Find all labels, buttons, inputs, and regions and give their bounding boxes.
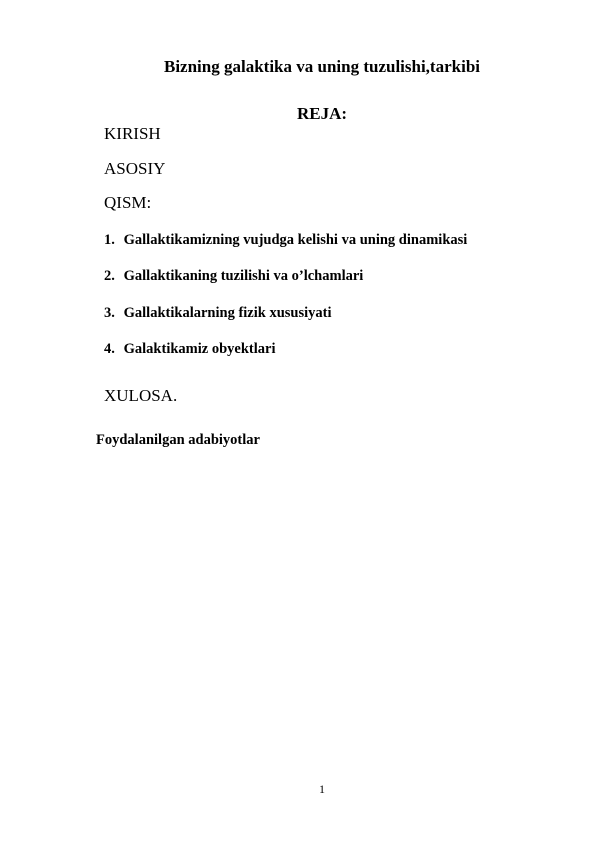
list-item: [104, 305, 332, 322]
list-item-number: 3.: [104, 305, 115, 321]
section-qism: QISM:: [104, 193, 152, 212]
list-item-text: Gallaktikaning tuzilishi va o’lchamlari: [123, 268, 364, 284]
list-item-text: Gallaktikalarning fizik xususiyati: [123, 305, 332, 321]
plan-heading: REJA:: [296, 104, 348, 123]
list-item-text: Galaktikamiz obyektlari: [123, 341, 276, 357]
list-item-number: 4.: [104, 341, 115, 357]
section-asosiy: ASOSIY: [104, 159, 166, 178]
list-item-text: Gallaktikamizning vujudga kelishi va uning dinamikasi: [123, 232, 468, 248]
list-item: [104, 232, 467, 249]
section-conclusion: XULOSA.: [104, 386, 178, 405]
list-item-number: 1.: [104, 232, 115, 248]
references-heading: Foydalanilgan adabiyotlar: [96, 432, 260, 448]
list-item: [104, 341, 275, 358]
document-title: Bizning galaktika va uning tuzulishi,tarkibi: [163, 57, 480, 76]
list-item-number: 2.: [104, 268, 115, 284]
page-number: 1: [319, 782, 325, 796]
section-kirish: KIRISH: [104, 124, 161, 143]
list-item: [104, 268, 363, 285]
